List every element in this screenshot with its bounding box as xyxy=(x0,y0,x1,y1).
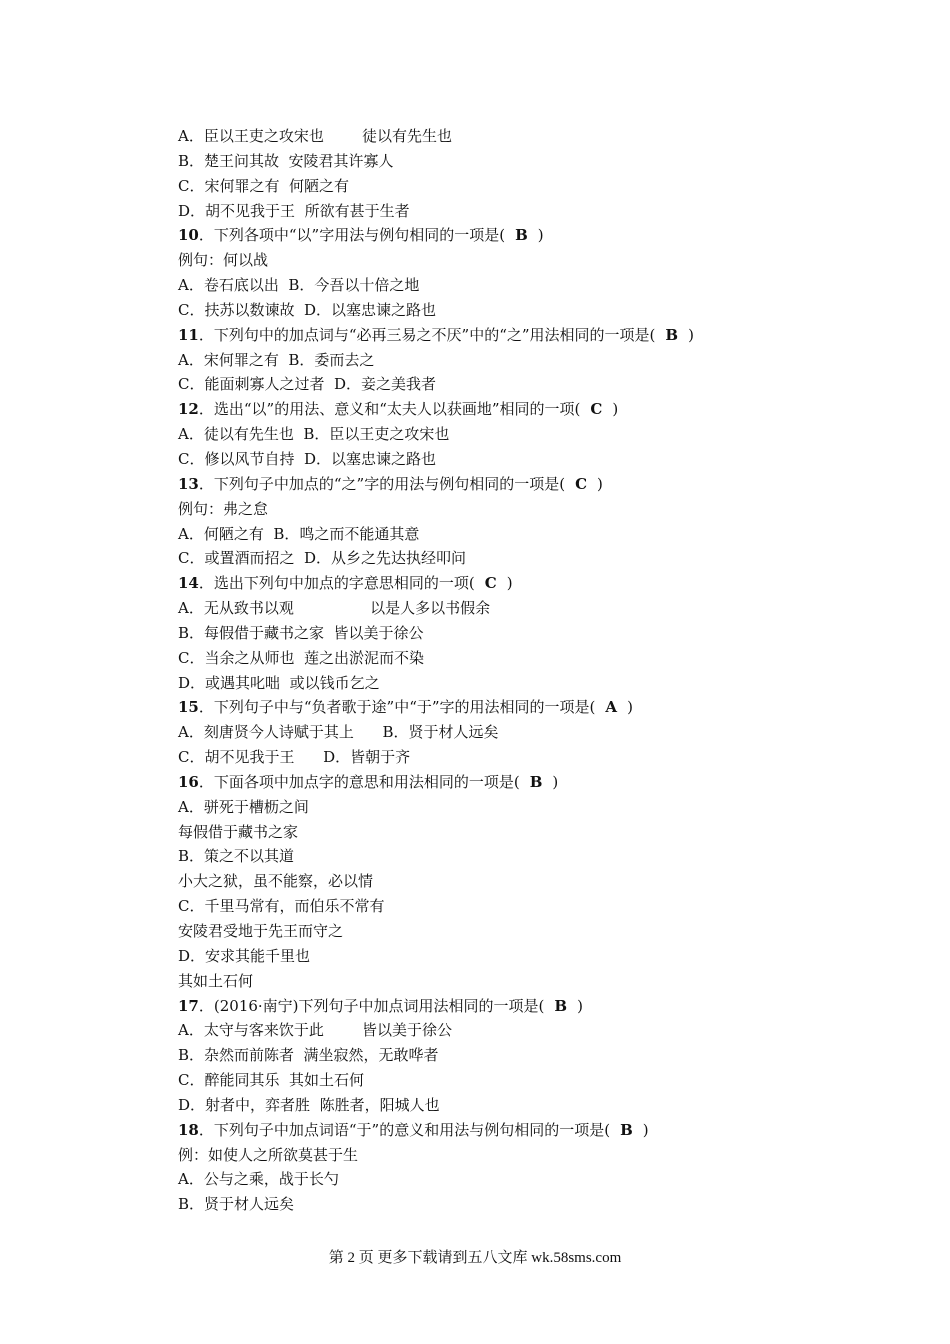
question-text: ．下面各项中加点字的意思和用法相同的一项是( xyxy=(198,772,520,791)
question-number: 17 xyxy=(178,996,199,1015)
answer-close-paren: ) xyxy=(506,574,513,593)
question-text: ．下列句子中加点词语“于”的意义和用法与例句相同的一项是( xyxy=(198,1120,611,1139)
question-line xyxy=(178,695,818,720)
answer-letter: B xyxy=(614,1120,638,1139)
text-line: A．刻唐贤今人诗赋于其上 B．贤于材人远矣 xyxy=(178,723,499,742)
text-line: C．修以风节自持 D．以塞忠谏之路也 xyxy=(178,449,437,468)
answer-close-paren: ) xyxy=(642,1120,649,1139)
text-line: B．贤于材人远矣 xyxy=(178,1195,295,1214)
question-text: ．下列句子中与“负者歌于途”中“于”字的用法相同的一项是( xyxy=(198,698,596,717)
text-line: A．无从致书以观 以是人多以书假余 xyxy=(178,599,491,618)
question-number: 14 xyxy=(178,574,199,593)
answer-close-paren: ) xyxy=(537,226,544,245)
question-line xyxy=(178,571,818,596)
text-line: 小大之狱，虽不能察，必以情 xyxy=(178,872,374,891)
text-line: 每假借于藏书之家 xyxy=(178,822,299,841)
question-number: 18 xyxy=(178,1120,199,1139)
answer-close-paren: ) xyxy=(552,772,559,791)
question-number: 13 xyxy=(178,474,199,493)
question-number: 12 xyxy=(178,400,199,419)
answer-close-paren: ) xyxy=(627,698,633,717)
question-text: ．(2016·南宁)下列句子中加点词用法相同的一项是( xyxy=(198,996,545,1015)
answer-letter: C xyxy=(479,574,502,593)
text-line: D．射者中，弈者胜 陈胜者，阳城人也 xyxy=(178,1095,440,1114)
text-line: B．策之不以其道 xyxy=(178,847,295,866)
question-text: ．选出“以”的用法、意义和“太夫人以获画地”相同的一项( xyxy=(198,400,581,419)
text-line: D．或遇其叱咄 或以钱币乞之 xyxy=(178,673,380,692)
text-line: C．或置酒而招之 D．从乡之先达执经叩问 xyxy=(178,549,467,568)
question-number: 15 xyxy=(178,698,199,717)
text-line: 例句：弗之怠 xyxy=(178,499,269,518)
question-line xyxy=(178,994,818,1019)
text-line: C．宋何罪之有 何陋之有 xyxy=(178,176,350,195)
question-text: ．下列各项中“以”字用法与例句相同的一项是( xyxy=(198,226,506,245)
answer-letter: B xyxy=(524,772,548,791)
question-line xyxy=(178,1118,818,1143)
question-number: 16 xyxy=(178,772,199,791)
answer-letter: B xyxy=(660,325,684,344)
text-line: A．太守与客来饮于此 皆以美于徐公 xyxy=(178,1021,452,1040)
text-line: A．徒以有先生也 B．臣以王吏之攻宋也 xyxy=(178,425,450,444)
answer-letter: C xyxy=(585,400,608,419)
answer-letter: C xyxy=(569,474,593,493)
text-line: 例：如使人之所欲莫甚于生 xyxy=(178,1145,359,1164)
document-body xyxy=(178,124,818,1217)
text-line: B．杂然而前陈者 满坐寂然，无敢哗者 xyxy=(178,1046,439,1065)
question-line xyxy=(178,472,818,497)
text-line: B．每假借于藏书之家 皆以美于徐公 xyxy=(178,623,424,642)
question-text: ．下列句中的加点词与“必再三易之不厌”中的“之”用法相同的一项是( xyxy=(198,325,656,344)
question-line xyxy=(178,397,818,422)
answer-letter: B xyxy=(509,226,533,245)
text-line: C．扶苏以数谏故 D．以塞忠谏之路也 xyxy=(178,300,437,319)
text-line: D．胡不见我于王 所欲有甚于生者 xyxy=(178,201,410,220)
question-text: ．下列句子中加点的“之”字的用法与例句相同的一项是( xyxy=(198,474,566,493)
text-line: A．何陋之有 B．鸣之而不能通其意 xyxy=(178,524,420,543)
text-line: C．能面刺寡人之过者 D．妾之美我者 xyxy=(178,375,437,394)
text-line: 其如土石何 xyxy=(178,971,254,990)
text-line: B．楚王问其故 安陵君其许寡人 xyxy=(178,151,394,170)
text-line: A．公与之乘，战于长勺 xyxy=(178,1170,339,1189)
answer-close-paren: ) xyxy=(597,474,603,493)
text-line: C．千里马常有，而伯乐不常有 xyxy=(178,897,385,916)
answer-close-paren: ) xyxy=(612,400,619,419)
question-number: 11 xyxy=(178,325,199,344)
answer-letter: B xyxy=(549,996,573,1015)
text-line: A．骈死于槽枥之间 xyxy=(178,797,309,816)
text-line: D．安求其能千里也 xyxy=(178,946,311,965)
text-line: A．臣以王吏之攻宋也 徒以有先生也 xyxy=(178,127,452,145)
question-line xyxy=(178,770,818,795)
question-number: 10 xyxy=(178,226,199,245)
text-line: 安陵君受地于先王而守之 xyxy=(178,922,344,940)
answer-close-paren: ) xyxy=(577,996,583,1015)
question-line xyxy=(178,223,818,248)
question-text: ．选出下列句中加点的字意思相同的一项( xyxy=(198,574,475,593)
answer-letter: A xyxy=(600,698,623,717)
question-line xyxy=(178,323,818,348)
text-line: C．醉能同其乐 其如土石何 xyxy=(178,1071,365,1090)
text-line: C．当余之从师也 莲之出淤泥而不染 xyxy=(178,648,425,667)
text-line: A．宋何罪之有 B．委而去之 xyxy=(178,350,375,369)
page-footer: 第 2 页 更多下载请到五八文库 wk.58sms.com xyxy=(328,1250,622,1266)
text-line: A．卷石底以出 B．今吾以十倍之地 xyxy=(178,276,420,295)
answer-close-paren: ) xyxy=(688,325,694,344)
text-line: 例句：何以战 xyxy=(178,251,269,270)
text-line: C．胡不见我于王 D．皆朝于齐 xyxy=(178,748,411,767)
